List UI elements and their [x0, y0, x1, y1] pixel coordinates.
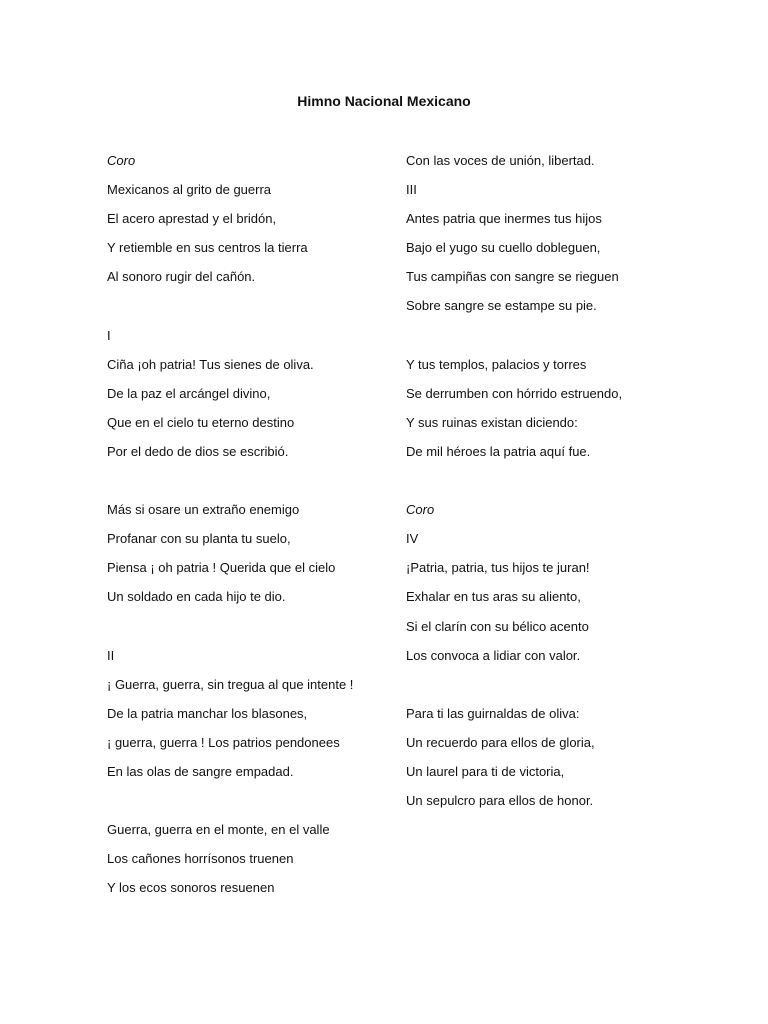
verse-line: Por el dedo de dios se escribió. — [107, 443, 289, 459]
verse-line: Tus campiñas con sangre se rieguen — [406, 269, 619, 285]
verse-line: III — [406, 182, 417, 198]
verse-line: Y retiemble en sus centros la tierra — [107, 240, 308, 256]
verse-line: Un soldado en cada hijo te dio. — [107, 589, 286, 605]
verse-line: ¡Patria, patria, tus hijos te juran! — [406, 560, 590, 576]
verse-line: Bajo el yugo su cuello dobleguen, — [406, 240, 601, 256]
left-column — [107, 150, 407, 906]
verse-line: Profanar con su planta tu suelo, — [107, 531, 291, 547]
verse-line: ¡ Guerra, guerra, sin tregua al que intente ! — [107, 676, 354, 692]
verse-line: Al sonoro rugir del cañón. — [107, 269, 256, 285]
verse-line: En las olas de sangre empadad. — [107, 763, 294, 779]
verse-line: Guerra, guerra en el monte, en el valle — [107, 822, 330, 838]
verse-line: Coro — [107, 153, 136, 168]
stanza-gap — [107, 470, 407, 499]
verse-line: Sobre sangre se estampe su pie. — [406, 298, 597, 314]
verse-line: Mexicanos al grito de guerra — [107, 182, 272, 198]
verse-line: El acero aprestad y el bridón, — [107, 211, 277, 227]
verse-line: Que en el cielo tu eterno destino — [107, 414, 295, 430]
verse-line: De la paz el arcángel divino, — [107, 385, 271, 401]
verse-line: Si el clarín con su bélico acento — [406, 618, 589, 634]
verse-line: Un sepulcro para ellos de honor. — [406, 793, 594, 809]
verse-line: Y los ecos sonoros resuenen — [107, 880, 275, 896]
verse-line: Y tus templos, palacios y torres — [406, 356, 587, 372]
verse-line: II — [107, 647, 115, 663]
verse-line: Se derrumben con hórrido estruendo, — [406, 385, 623, 401]
stanza-gap — [107, 790, 407, 819]
right-column — [406, 150, 706, 819]
verse-line: Un recuerdo para ellos de gloria, — [406, 734, 595, 750]
stanza-gap — [406, 325, 706, 354]
verse-line: ¡ guerra, guerra ! Los patrios pendonees — [107, 734, 340, 750]
verse-line: Antes patria que inermes tus hijos — [406, 211, 602, 227]
verse-line: De mil héroes la patria aquí fue. — [406, 443, 591, 459]
verse-line: De la patria manchar los blasones, — [107, 705, 308, 721]
stanza-gap — [406, 470, 706, 499]
stanza-gap — [107, 616, 407, 645]
verse-line: Coro — [406, 502, 435, 518]
verse-line: Exhalar en tus aras su aliento, — [406, 589, 581, 605]
verse-line: Los cañones horrísonos truenen — [107, 851, 294, 867]
verse-line: Los convoca a lidiar con valor. — [406, 647, 581, 663]
verse-line: Un laurel para ti de victoria, — [406, 763, 565, 779]
verse-line: IV — [406, 531, 419, 547]
document-title: Himno Nacional Mexicano — [297, 93, 471, 109]
verse-line: Piensa ¡ oh patria ! Querida que el cielo — [107, 560, 336, 576]
verse-line: I — [107, 327, 111, 343]
verse-line: Y sus ruinas existan diciendo: — [406, 414, 578, 430]
verse-line: Ciña ¡oh patria! Tus sienes de oliva. — [107, 356, 314, 372]
verse-line: Para ti las guirnaldas de oliva: — [406, 705, 580, 721]
verse-line: Más si osare un extraño enemigo — [107, 502, 300, 518]
verse-line: Con las voces de unión, libertad. — [406, 153, 595, 168]
stanza-gap — [406, 674, 706, 703]
stanza-gap — [107, 295, 407, 324]
